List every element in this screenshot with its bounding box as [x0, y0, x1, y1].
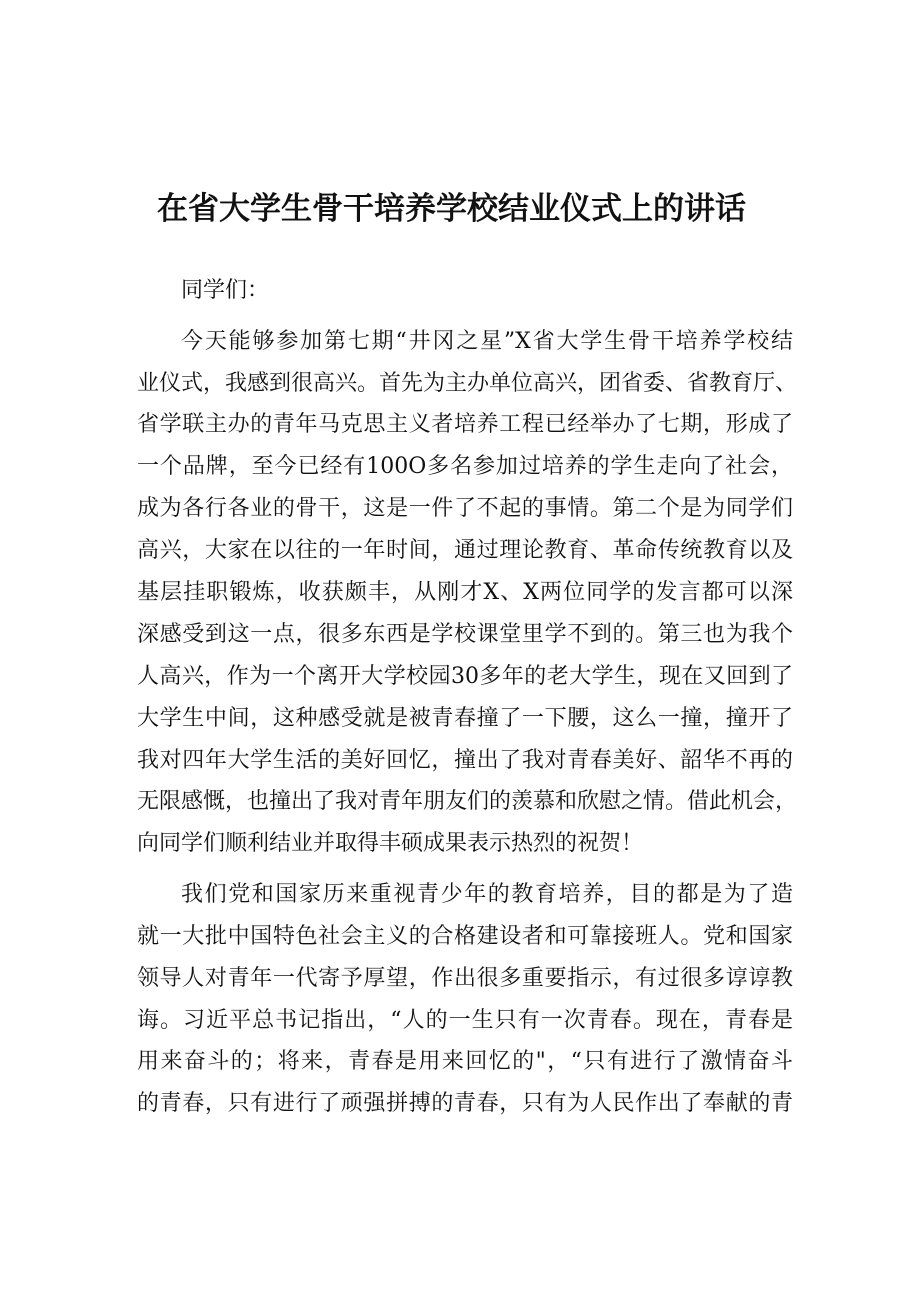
- paragraph-2-line: 诲。习近平总书记指出，“人的一生只有一次青春。现在，青春是: [137, 1008, 793, 1033]
- paragraph-2-line: 用来奋斗的；将来，青春是用来回忆的"，“只有进行了激情奋斗: [137, 1049, 793, 1074]
- paragraph-1-line: 向同学们顺利结业并取得丰硕成果表示热烈的祝贺！: [137, 831, 644, 856]
- paragraph-2-line: 的青春，只有进行了顽强拼搏的青春，只有为人民作出了奉献的青: [137, 1091, 793, 1116]
- paragraph-1-line: 无限感慨，也撞出了我对青年朋友们的羡慕和欣慰之情。借此机会，: [137, 789, 798, 814]
- paragraph-1-line: 基层挂职锻炼，收获颇丰，从刚才X、X两位同学的发言都可以深: [137, 580, 793, 605]
- paragraph-1-line: 成为各行各业的骨干，这是一件了不起的事情。第二个是为同学们: [137, 496, 793, 521]
- paragraph-1-line: 我对四年大学生活的美好回忆，撞出了我对青春美好、韶华不再的: [137, 748, 793, 773]
- paragraph-1-line: 一个品牌，至今已经有100O多名参加过培养的学生走向了社会，: [137, 454, 793, 479]
- paragraph-2-line: 领导人对青年一代寄予厚望，作出很多重要指示，有过很多谆谆教: [137, 966, 793, 991]
- paragraph-1-line: 大学生中间，这种感受就是被青春撞了一下腰，这么一撞，撞开了: [137, 706, 793, 731]
- paragraph-2-line: 我们党和国家历来重视青少年的教育培养，目的都是为了造: [181, 882, 793, 907]
- paragraph-1-line: 高兴，大家在以往的一年时间，通过理论教育、革命传统教育以及: [137, 538, 793, 563]
- paragraph-1-line: 人高兴，作为一个离开大学校园30多年的老大学生，现在又回到了: [137, 664, 793, 689]
- paragraph-1-line: 深感受到这一点，很多东西是学校课堂里学不到的。第三也为我个: [137, 622, 793, 647]
- paragraph-1-line: 业仪式，我感到很高兴。首先为主办单位高兴，团省委、省教育厅、: [137, 371, 798, 396]
- paragraph-1-line: 省学联主办的青年马克思主义者培养工程已经举办了七期，形成了: [137, 412, 793, 437]
- paragraph-2-line: 就一大批中国特色社会主义的合格建设者和可靠接班人。党和国家: [137, 924, 793, 949]
- document-title: 在省大学生骨干培养学校结业仪式上的讲话: [157, 191, 746, 227]
- salutation: 同学们：: [181, 278, 270, 303]
- paragraph-1-line: 今天能够参加第七期“井冈之星”X省大学生骨干培养学校结: [181, 329, 793, 354]
